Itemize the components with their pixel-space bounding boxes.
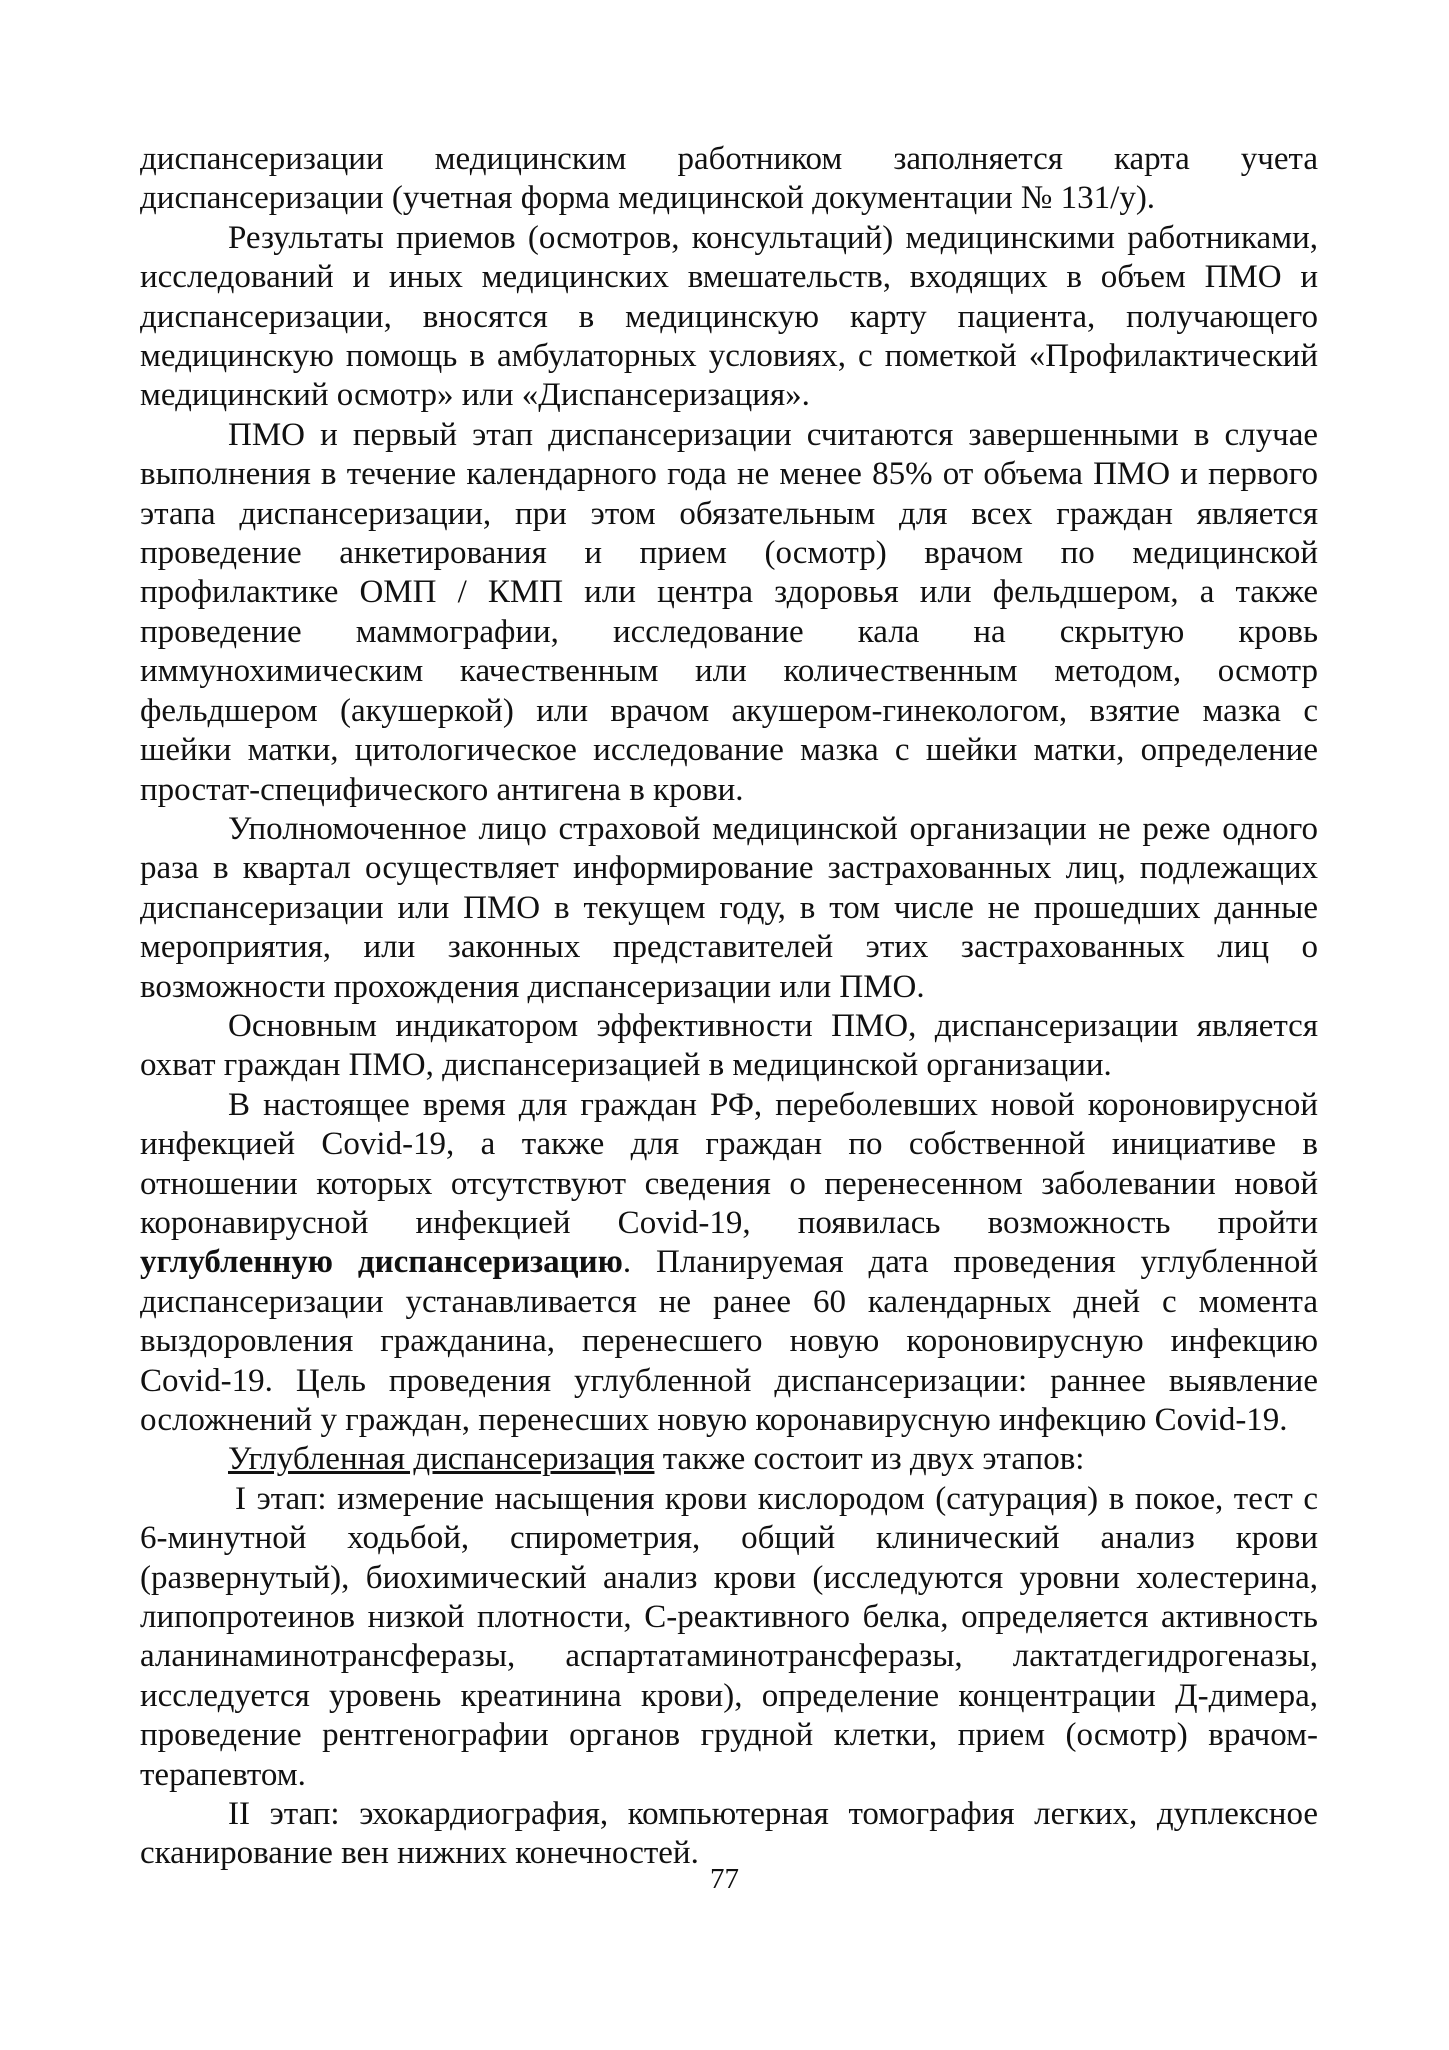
in-depth-screening-bold-term: углубленную диспансеризацию [140,1244,623,1281]
paragraph-first-stage-completion: ПМО и первый этап диспансеризации считаются завершенными в случае выполнения в течение календарного года не менее 85% от объема ПМО и первого этапа диспансеризации, при этом обязательным для всех граждан является проведение анкетирования и прием (осмотр) врачом по медицинской профилактике ОМП / КМП или центра здоровья или фельдшером, а также проведение маммографии, исследование кала на скрытую кровь иммунохимическим качественным или количественным методом, осмотр фельдшером (акушеркой) или врачом акушером-гинекологом, взятие мазка с шейки матки, цитологическое исследование мазка с шейки матки, определение простат-специфического антигена в крови. [140,416,1318,808]
two-stages-intro-text: также состоит из двух этапов: [654,1441,1085,1478]
paragraph-two-stages-intro [140,1440,1318,1479]
paragraph-exam-results: Результаты приемов (осмотров, консультаций) медицинскими работниками, исследований и иных медицинских вмешательств, входящих в объем ПМО и диспансеризации, вносятся в медицинскую карту пациента, получающего медицинскую помощь в амбулаторных условиях, с пометкой «Профилактический медицинский осмотр» или «Диспансеризация». [140,219,1318,414]
page-number: 77 [710,1863,739,1895]
document-page [140,140,1318,1874]
in-depth-screening-text-before: В настоящее время для граждан РФ, переболевших новой короновирусной инфекцией Covid-19, а также для граждан по собственной инициативе в отношении которых отсутствуют сведения о перенесенном заболевании новой коронавирусной инфекцией Covid-19, появилась возможность пройти [140,1086,1318,1241]
paragraph-stage-two: II этап: эхокардиография, компьютерная томография легких, дуплексное сканирование вен нижних конечностей. [140,1796,1318,1872]
paragraph-card-registration: диспансеризации медицинским работником заполняется карта учета диспансеризации (учетная форма медицинской документации № 131/у). [140,141,1318,217]
paragraph-insurance-informing: Уполномоченное лицо страховой медицинской организации не реже одного раза в квартал осуществляет информирование застрахованных лиц, подлежащих диспансеризации или ПМО в текущем году, в том числе не прошедших данные мероприятия, или законных представителей этих застрахованных лиц о возможности прохождения диспансеризации или ПМО. [140,810,1318,1005]
paragraph-efficiency-indicator: Основным индикатором эффективности ПМО, диспансеризации является охват граждан ПМО, диспансеризацией в медицинской организации. [140,1007,1318,1084]
paragraph-stage-one: I этап: измерение насыщения крови кислородом (сатурация) в покое, тест с 6-минутной ходьбой, спирометрия, общий клинический анализ крови (развернутый), биохимический анализ крови (исследуются уровни холестерина, липопротеинов низкой плотности, С-реактивного белка, определяется активность аланинаминотрансферазы, аспартатаминотрансферазы, лактатдегидрогеназы, исследуется уровень креатинина крови), определение концентрации Д-димера, проведение рентгенографии органов грудной клетки, прием (осмотр) врачом-терапевтом. [140,1480,1318,1793]
paragraph-in-depth-screening [140,1086,1318,1441]
in-depth-screening-underlined-term: Углубленная диспансеризация [228,1441,655,1478]
in-depth-screening-text-after: . Планируемая дата проведения углубленной диспансеризации устанавливается не ранее 60 календарных дней с момента выздоровления гражданина, перенесшего новую короновирусную инфекцию Covid-19. Цель проведения углубленной диспансеризации: раннее выявление осложнений у граждан, перенесших новую коронавирусную инфекцию Covid-19. [140,1244,1318,1438]
